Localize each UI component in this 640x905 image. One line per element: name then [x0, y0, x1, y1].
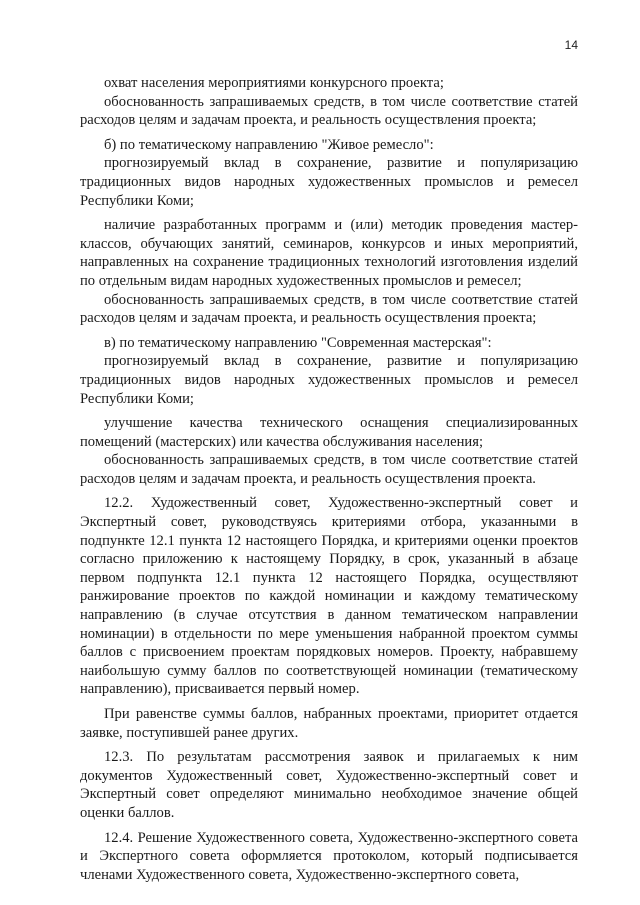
paragraph: улучшение качества технического оснащения специализированных помещений (мастерских) или качества обслуживания населения; — [80, 415, 578, 450]
paragraph: При равенстве суммы баллов, набранных проектами, приоритет отдается заявке, поступившей ранее других. — [80, 706, 578, 741]
paragraph: обоснованность запрашиваемых средств, в том числе соответствие статей расходов целям и задачам проекта, и реальность осуществления проекта; — [80, 93, 578, 129]
page-number: 14 — [564, 38, 578, 52]
paragraph: обоснованность запрашиваемых средств, в том числе соответствие статей расходов целям и задачам проекта, и реальность осуществления проекта; — [80, 291, 578, 327]
paragraph: прогнозируемый вклад в сохранение, развитие и популяризацию традиционных видов народных художественных промыслов и ремесел Республики Коми; — [80, 353, 578, 407]
paragraph: прогнозируемый вклад в сохранение, развитие и популяризацию традиционных видов народных художественных промыслов и ремесел Республики Коми; — [80, 155, 578, 209]
paragraph: обоснованность запрашиваемых средств, в том числе соответствие статей расходов целям и задачам проекта, и реальность осуществления проекта. — [80, 452, 578, 487]
paragraph: наличие разработанных программ и (или) методик проведения мастер-классов, обучающих занятий, семинаров, конкурсов и иных мероприятий, направленных на сохранение традиционных технологий изготовления изделий по отдельным видам народных художественных промыслов и ремесел; — [80, 217, 578, 289]
paragraph: 12.4. Решение Художественного совета, Художественно-экспертного совета и Экспертного совета оформляется протоколом, который подписывается членами Художественного совета, Художественно-экспертного совета, — [80, 829, 578, 883]
document-body — [80, 74, 578, 884]
paragraph: 12.2. Художественный совет, Художественно-экспертный совет и Экспертный совет, руководствуясь критериями отбора, указанными в подпункте 12.1 пункта 12 настоящего Порядка, и критериями оценки проектов согласно приложению к настоящему Порядку, в срок, указанный в абзаце первом подпункта 12.1 пункта 12 настоящего Порядка, осуществляют ранжирование проектов по каждой номинации и каждому тематическому направлению (в случае отсутствия в данном тематическом направлении номинации) в отдельности по мере уменьшения набранной проектом суммы баллов с присвоением проектам порядковых номеров. Проекту, набравшему наибольшую сумму баллов по соответствующей номинации (тематическому направлению), присваивается первый номер. — [80, 495, 578, 698]
paragraph: охват населения мероприятиями конкурсного проекта; — [104, 75, 444, 91]
paragraph: в) по тематическому направлению "Современная мастерская": — [104, 334, 492, 351]
paragraph: 12.3. По результатам рассмотрения заявок и прилагаемых к ним документов Художественный совет, Художественно-экспертный совет и Экспертный совет определяют минимально необходимое значение общей оценки баллов. — [80, 749, 578, 821]
paragraph: б) по тематическому направлению "Живое ремесло": — [104, 136, 434, 153]
